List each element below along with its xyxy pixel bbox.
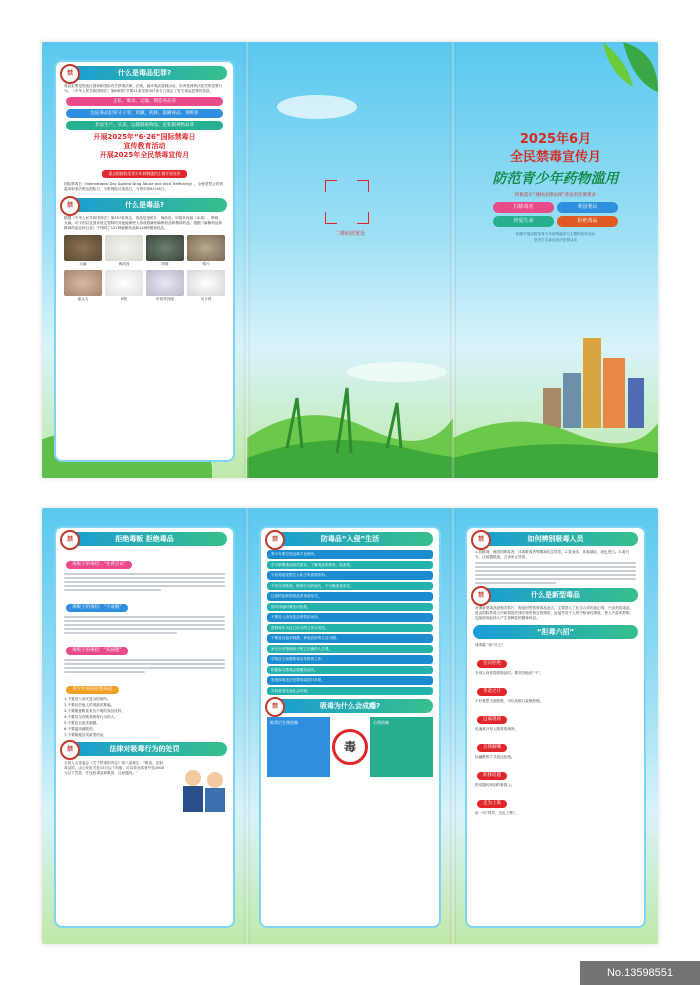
addict-block xyxy=(267,717,433,777)
drug-image xyxy=(64,270,102,296)
no-drug-icon: 禁 xyxy=(60,740,80,760)
tip-item: 6.不要滥用减肥药。 xyxy=(64,727,97,731)
cover-button: 珍爱生命 xyxy=(493,216,554,227)
invade-item: 将禁毒作为自己应尽的义务与责任。 xyxy=(267,624,433,633)
qr-frame-icon xyxy=(325,180,369,224)
invade-item: 家长应该帮助孩子树立正确的人生观。 xyxy=(267,645,433,654)
drug-item: 鸦片 xyxy=(187,235,225,267)
move-text: 迅速离开有人吸毒的场所。 xyxy=(475,727,519,731)
no-drug-icon: 禁 xyxy=(60,64,80,84)
drug-item: 摇头丸 xyxy=(64,270,102,302)
move-text: 以幽默的方式表达拒绝。 xyxy=(475,755,515,759)
headline: 宣传教育活动 xyxy=(123,142,166,150)
text-lines xyxy=(64,659,225,673)
refuse-card xyxy=(54,526,235,928)
move-text: 说一句“拜拜，走也上策”。 xyxy=(475,811,519,815)
section-title: 禁 什么是毒品犯罪? xyxy=(62,66,227,80)
drug-image xyxy=(187,235,225,261)
move-tag: 坚决拒绝 xyxy=(477,660,507,668)
drug-image xyxy=(105,235,143,261)
text-lines xyxy=(64,573,225,591)
cover-note: 坚决打击毒品违法犯罪活动 xyxy=(533,238,578,242)
identify-card xyxy=(465,526,646,928)
no-drug-sign xyxy=(330,717,370,777)
tip-item: 1.不要进入治安复杂的场所。 xyxy=(64,697,111,701)
day-text: 国际禁毒日（International Day Against Drug Abuse and Illicit Trafficking），全称是禁止药物滥用和非法贩运国际日，又称国际反毒品日，为每年的6月26日。 xyxy=(64,182,223,191)
move-tag: 自我解嘲 xyxy=(477,744,507,752)
invade-item: 共同营造无毒社会环境。 xyxy=(267,687,433,696)
tip-item: 7.不要随便尝试新型药品。 xyxy=(64,733,107,737)
section-title: 禁 拒绝毒贩 拒绝毒品 xyxy=(62,532,227,546)
fold-line xyxy=(450,508,456,944)
trick-tag: 毒贩子的毒招：“不成瘾” xyxy=(66,604,128,612)
city-illustration xyxy=(453,318,658,478)
drug-item: 可卡因 xyxy=(187,270,225,302)
drug-grid xyxy=(64,235,225,302)
panel-cover xyxy=(453,42,658,478)
panel-identify xyxy=(453,508,658,944)
invade-item: 学习掌握毒品相关知识，了解毒品的种类、危害等。 xyxy=(267,561,433,570)
section-title: 禁 吸毒为什么会成瘾? xyxy=(267,699,433,713)
tip-item: 3.不要随意吸食来历不明的食品饮料。 xyxy=(64,709,125,713)
grass-illustration xyxy=(247,358,453,478)
watermark-bar xyxy=(580,961,700,985)
move-tag: 远离现场 xyxy=(477,716,507,724)
cover-slogan: 防范青少年药物滥用 xyxy=(492,171,619,187)
leaf-decoration xyxy=(453,42,658,122)
drug-item: 甲基苯丙胺 xyxy=(146,270,184,302)
drug-image xyxy=(187,270,225,296)
cover-main-title: 全民禁毒宣传月 xyxy=(509,150,601,165)
move-tag: 走为上策 xyxy=(477,800,507,808)
section-title: 禁 防毒品“入侵”生活 xyxy=(267,532,433,546)
tip-tag: 青少年如何拒绝毒品 xyxy=(66,686,119,694)
text-lines xyxy=(64,616,225,634)
move-tag: 善意之计 xyxy=(477,688,507,696)
drug-item: 大麻 xyxy=(64,235,102,267)
no-drug-icon: 禁 xyxy=(471,586,491,606)
qr-placeholder[interactable] xyxy=(325,180,369,224)
watermark-text: No.13598551 xyxy=(606,967,674,979)
invade-item: 学校应当加强禁毒宣传教育工作。 xyxy=(267,655,433,664)
move-text: 把话题转到别的事情上。 xyxy=(475,783,515,787)
brochure-outside xyxy=(42,42,658,478)
panel-refuse xyxy=(42,508,247,944)
crime-card xyxy=(54,60,235,462)
drug-item: K粉 xyxy=(105,270,143,302)
trick-tag: 毒贩子的毒招：“戒减肥” xyxy=(66,647,128,655)
cover-buttons xyxy=(493,202,618,227)
section-title: 禁 法律对吸毒行为的处罚 xyxy=(62,742,227,756)
headline-block xyxy=(56,133,233,179)
move-text: 不好意思当面拒绝，可以找借口委婉拒绝。 xyxy=(475,699,544,703)
crime-pill: 包庇毒品犯罪分子罪；窝藏、转移、隐瞒毒品、毒赃罪 xyxy=(66,109,223,118)
invade-item: 注意防范新型毒品的伪装形式。 xyxy=(267,592,433,601)
cover-note: 积极开展以防范青少年药物滥用为主题的宣传活动 xyxy=(515,232,596,236)
tip-item: 5.不要盲目追求刺激。 xyxy=(64,721,100,725)
headline-tag: 重点围绕防范青少年药物滥用主题开展宣传 xyxy=(102,170,186,178)
drug-image xyxy=(146,270,184,296)
fold-line xyxy=(450,42,456,478)
cover-subtitle: 积极落实“遵执法律法规”普法责任制要求 xyxy=(514,193,597,198)
drug-image xyxy=(146,235,184,261)
invade-item: 积极参与禁毒志愿服务活动。 xyxy=(267,666,433,675)
invade-item: 不要进入治安复杂的娱乐场所。 xyxy=(267,613,433,622)
cover-button: 拒绝毒品 xyxy=(557,216,618,227)
crime-pill: 走私、贩卖、运输、制造毒品罪 xyxy=(66,97,223,106)
new-drug-text: 所谓新型毒品是相对鸦片、海洛因等传统毒品而言，主要指人工化学合成的致幻剂、兴奋剂类毒品，是由国际禁毒公约和我国法律法规所规定管制的、直接作用于人的中枢神经系统，使人兴奋或抑制，连续使用能使人产生依赖性的精神药品。 xyxy=(475,606,634,620)
drug-image xyxy=(105,270,143,296)
no-drug-icon: 禁 xyxy=(60,196,80,216)
invade-item: 不要盲目追求刺激，养成良好的生活习惯。 xyxy=(267,634,433,643)
cover-date-title: 2025年6月 xyxy=(519,132,592,147)
headline: 开展2025年全民禁毒宣传月 xyxy=(99,151,190,159)
brochure-inside xyxy=(42,508,658,944)
panel-crime xyxy=(42,42,247,478)
section-title: 禁 如何辨别吸毒人员 xyxy=(473,532,638,546)
six-intro: 戒毒篇 “给”什么？ xyxy=(475,643,506,647)
qr-caption: 二维码放置处 xyxy=(334,231,365,237)
fold-line xyxy=(244,508,250,944)
identify-text: 1.看精神，海洛因吸毒者，冰毒吸毒者等精神状态异常。2.看身体，体重减轻，面色苍白。3.看行为，注射器痕迹，言谈举止异常。 xyxy=(475,550,630,559)
no-drug-icon: 禁 xyxy=(60,530,80,550)
law-block xyxy=(56,760,233,820)
addict-right: 心理依赖 xyxy=(370,717,433,777)
invade-item: 不轻易接受陌生人给予的食物饮料。 xyxy=(267,571,433,580)
intro-text: 毒品犯罪是指违反国家和国际有关禁毒法律、法规，破坏毒品管制活动，应该受到刑法处罚的犯罪行为。《中华人民共和国刑法》第6章第7节第11条至第357条专门规定了有关毒品犯罪的条款。 xyxy=(64,84,223,93)
invade-item: 青少年要自觉远离不良场所。 xyxy=(267,550,433,559)
invade-item: 不结交有吸毒、贩毒行为的朋友，不与吸毒者来往。 xyxy=(267,582,433,591)
cover-button: 扫除毒害 xyxy=(493,202,554,213)
tip-item: 4.不要结交有吸毒贩毒行为的人。 xyxy=(64,715,118,719)
headline: 开展2025年“6·26”国际禁毒日 xyxy=(93,133,196,141)
no-drug-icon: 禁 xyxy=(265,697,285,717)
law-text: 全国人大常委会《关于禁毒的决定》第八条规定：“吸食、注射毒品的，由公安机关处15日以下拘留，可以单处或者并处2000元以下罚款，并没收毒品和吸食、注射器具。” xyxy=(64,761,164,775)
trick-tag: 毒贩子的毒招：“免费尝试” xyxy=(66,561,132,569)
section-title: “拒毒六招” xyxy=(473,625,638,639)
text-lines xyxy=(475,562,636,584)
section-title: 禁 什么是毒品? xyxy=(62,198,227,212)
move-text: 当别人向你提供毒品时，要坚决地说“不”。 xyxy=(475,671,544,675)
fold-line xyxy=(244,42,250,478)
no-drug-icon: 禁 xyxy=(471,530,491,550)
definition-text: 根据《中华人民共和国刑法》第357条规定，毒品是指鸦片、海洛因、甲基苯丙胺（冰毒）、吗啡、大麻、可卡因以及国家规定管制的其他能够使人形成瘾癖的麻醉药品和精神药品。根据《麻醉药品和精神药品品种目录》中列明了121种麻醉药品和149种精神药品。 xyxy=(64,216,223,230)
drug-item: 吗啡 xyxy=(146,235,184,267)
invade-item: 面对诱惑时要坚决拒绝。 xyxy=(267,603,433,612)
panel-invade xyxy=(247,508,453,944)
no-drug-icon: 禁 xyxy=(265,530,285,550)
move-tag: 转移话题 xyxy=(477,772,507,780)
addict-left: 吸毒后生理依赖 xyxy=(267,717,330,777)
tip-item: 2.不要轻信他人的诱惑或欺骗。 xyxy=(64,703,115,707)
invade-card xyxy=(259,526,441,928)
cover-button: 利国利民 xyxy=(557,202,618,213)
crime-pill: 非法生产、买卖、运输制毒物品、走私制毒物品罪 xyxy=(66,121,223,130)
police-illustration xyxy=(173,760,233,820)
invade-item: 发现涉毒违法犯罪线索及时举报。 xyxy=(267,676,433,685)
panel-qr xyxy=(247,42,453,478)
drug-image xyxy=(64,235,102,261)
section-title: 禁 什么是新型毒品 xyxy=(473,588,638,602)
drug-item: 海洛因 xyxy=(105,235,143,267)
no-drug-icon: 毒 xyxy=(332,729,368,765)
